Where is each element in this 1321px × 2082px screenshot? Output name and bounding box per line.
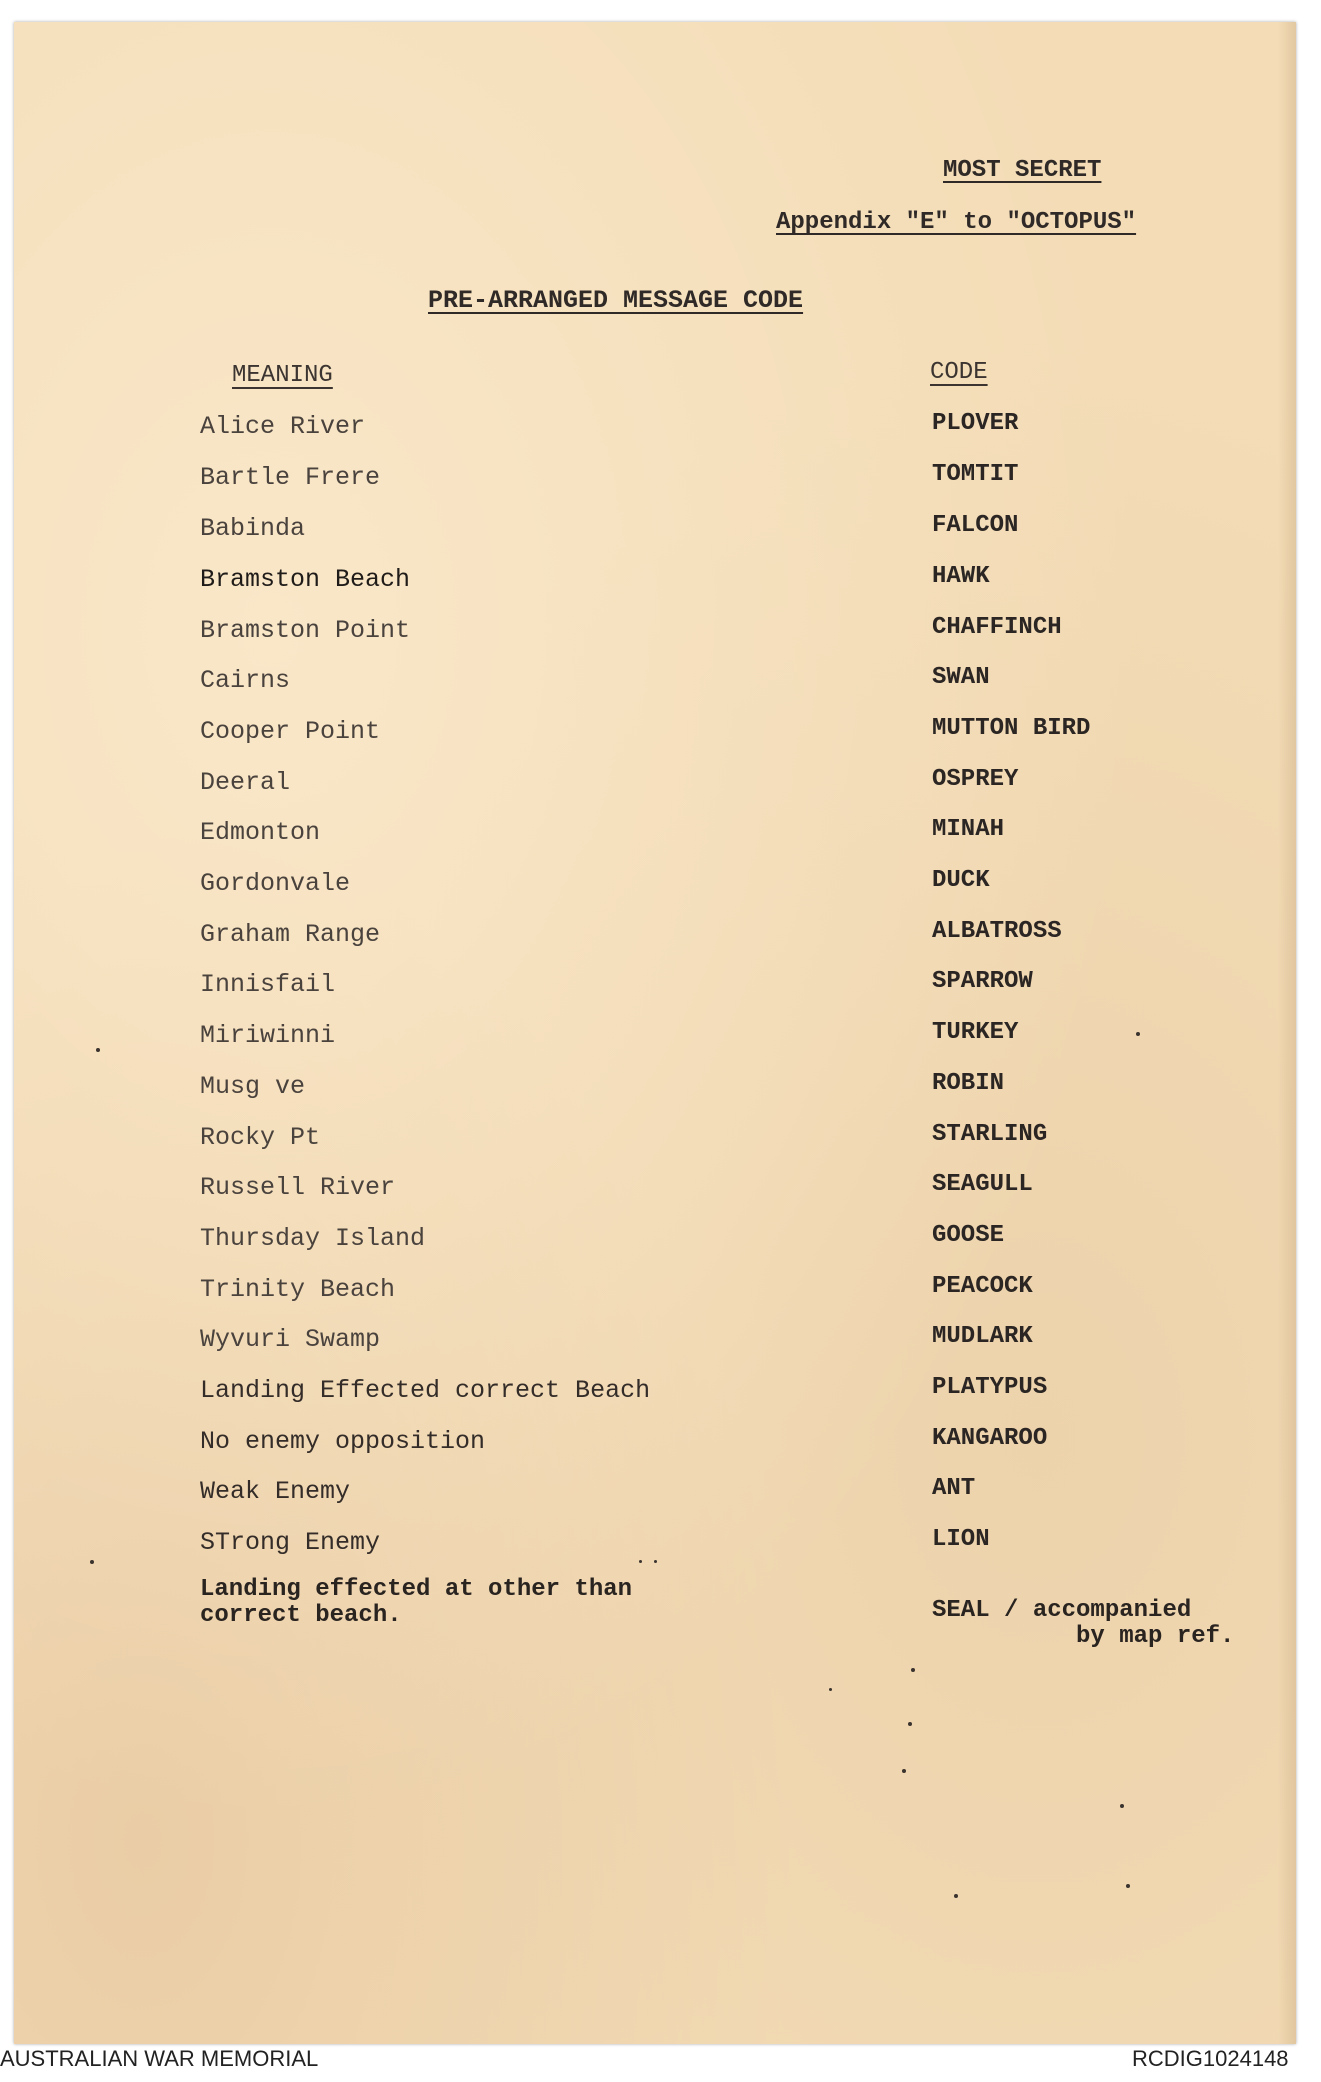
code-cell: PLOVER [932,410,1019,437]
ink-speck [954,1894,958,1898]
ink-speck [654,1560,657,1563]
code-cell: ALBATROSS [932,918,1062,945]
document-sheet [14,22,1296,2044]
ink-speck [1120,1804,1124,1808]
archive-credit: AUSTRALIAN WAR MEMORIAL [0,2046,319,2071]
code-cell: CHAFFINCH [932,614,1062,641]
code-cell: STARLING [932,1121,1048,1148]
meaning-cell: Cairns [200,666,291,695]
meaning-cell: Rocky Pt [200,1123,321,1152]
code-cell: SPARROW [932,968,1033,995]
code-cell: ROBIN [932,1070,1005,1097]
meaning-cell: Innisfail [200,970,336,999]
meaning-cell: Trinity Beach [200,1275,396,1304]
ink-speck [908,1722,912,1726]
code-cell: TURKEY [932,1019,1019,1046]
code-cell: PEACOCK [932,1273,1033,1300]
meaning-cell: Bartle Frere [200,463,381,492]
ink-speck [1126,1884,1130,1888]
meaning-cell: Russell River [200,1173,396,1202]
meaning-cell: Wyvuri Swamp [200,1325,381,1354]
meaning-cell: Landing effected at other than correct beach. [200,1576,633,1629]
meaning-cell: Miriwinni [200,1021,336,1050]
code-cell: SEAGULL [932,1171,1033,1198]
meaning-cell: Cooper Point [200,717,381,746]
code-cell: PLATYPUS [932,1374,1048,1401]
code-cell: MINAH [932,816,1005,843]
meaning-cell: Alice River [200,412,366,441]
meaning-cell: Bramston Beach [200,565,411,594]
code-cell: SEAL / accompanied by map ref. [932,1597,1235,1650]
meaning-cell: Graham Range [200,920,381,949]
code-cell: MUTTON BIRD [932,715,1091,742]
code-column-header: CODE [930,359,988,386]
code-cell: ANT [932,1475,976,1502]
meaning-column-header: MEANING [232,362,333,389]
meaning-cell: STrong Enemy [200,1528,381,1557]
code-cell: LION [932,1526,990,1553]
ink-speck [911,1668,915,1672]
meaning-cell: Musg ve [200,1072,306,1101]
code-cell: MUDLARK [932,1323,1033,1350]
code-cell: GOOSE [932,1222,1005,1249]
meaning-cell: Gordonvale [200,869,351,898]
code-cell: OSPREY [932,766,1019,793]
meaning-cell: No enemy opposition [200,1427,486,1456]
code-cell: KANGAROO [932,1425,1048,1452]
meaning-cell: Deeral [200,768,291,797]
meaning-cell: Babinda [200,514,306,543]
appendix-label: Appendix "E" to "OCTOPUS" [776,209,1137,236]
ink-speck [639,1560,642,1563]
code-cell: FALCON [932,512,1019,539]
ink-speck [96,1048,100,1052]
meaning-cell: Thursday Island [200,1224,426,1253]
code-cell: TOMTIT [932,461,1019,488]
meaning-cell: Bramston Point [200,616,411,645]
code-cell: HAWK [932,563,990,590]
archive-reference: RCDIG1024148 [1132,2046,1289,2071]
code-cell: DUCK [932,867,990,894]
ink-speck [829,1688,832,1691]
meaning-cell: Weak Enemy [200,1477,351,1506]
document-title: PRE-ARRANGED MESSAGE CODE [428,286,804,315]
ink-speck [1136,1032,1140,1036]
meaning-cell: Landing Effected correct Beach [200,1376,651,1405]
ink-speck [90,1560,94,1564]
classification-label: MOST SECRET [943,157,1102,184]
code-cell: SWAN [932,664,990,691]
ink-speck [902,1769,906,1773]
meaning-cell: Edmonton [200,818,321,847]
